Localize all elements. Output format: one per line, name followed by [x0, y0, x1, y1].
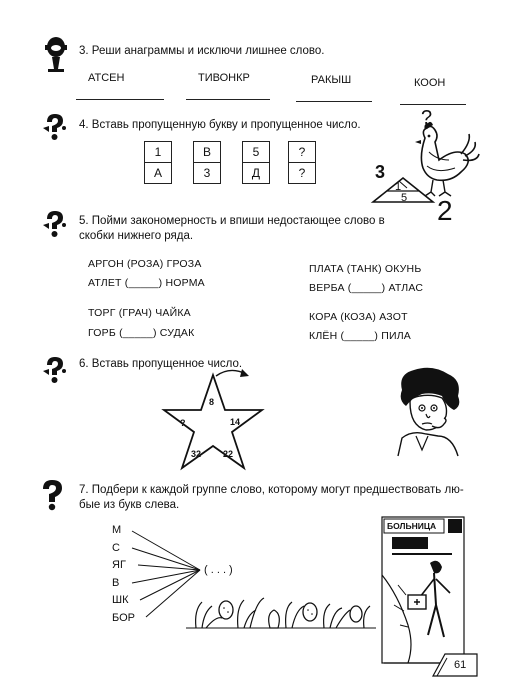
triangle-bottom-num: 5 [401, 192, 408, 204]
question-mark-icon [40, 112, 70, 147]
question-mark-icon [40, 355, 70, 390]
puzzle3-row1: ТОРГ (ГРАЧ) ЧАЙКА [88, 307, 191, 319]
question-mark-icon [40, 209, 70, 244]
puzzle4-row1: КОРА (КОЗА) АЗОТ [309, 311, 408, 323]
answer-placeholder[interactable]: ( . . . ) [204, 564, 233, 576]
rooster-question: ? [421, 108, 433, 129]
triangle-right-num: 2 [437, 195, 453, 226]
star-num-left: ? [180, 418, 186, 428]
task3-text: 3. Реши анаграммы и исключи лишнее слово. [79, 45, 325, 57]
pair2-top: В [193, 141, 221, 163]
anagram-word-4: КООН [414, 77, 446, 89]
task7-text-line2: бые из букв слева. [79, 499, 180, 511]
hospital-sign: БОЛЬНИЦА [387, 521, 437, 531]
puzzle1-row2[interactable]: АТЛЕТ (_____) НОРМА [88, 277, 205, 289]
puzzle2-row2[interactable]: ВЕРБА (_____) АТЛАС [309, 282, 424, 294]
letter-group-1: М [112, 524, 122, 536]
page-number: 61 [454, 659, 467, 671]
answer-line-1[interactable] [76, 99, 164, 100]
pair2-bottom: 3 [193, 162, 221, 184]
task4-text: 4. Вставь пропущенную букву и пропущенное число. [79, 119, 361, 131]
star-num-right: 14 [230, 417, 241, 427]
letter-group-2: С [112, 542, 120, 554]
letter-group-6: БОР [112, 612, 135, 624]
pair3-top: 5 [242, 141, 270, 163]
answer-line-2[interactable] [186, 99, 270, 100]
pair3-bottom: Д [242, 162, 270, 184]
answer-line-4[interactable] [400, 104, 466, 105]
plants-illustration [186, 580, 376, 635]
pair1-top: 1 [144, 141, 172, 163]
star-num-bottom-right: 22 [223, 449, 234, 459]
letter-group-3: ЯГ [112, 559, 126, 571]
task7-text-line1: 7. Подбери к каждой группе слово, которому могут предшествовать лю- [79, 484, 464, 496]
rooster-illustration [365, 108, 483, 231]
lighthouse-icon [42, 36, 70, 79]
task5-text-line1: 5. Пойми закономерность и впиши недостающее слово в [79, 215, 385, 227]
pair4-top[interactable]: ? [288, 141, 316, 163]
curved-arrow-icon [214, 364, 254, 391]
answer-line-3[interactable] [296, 101, 372, 102]
puzzle4-row2[interactable]: КЛЁН (_____) ПИЛА [309, 330, 412, 342]
pair4-bottom[interactable]: ? [288, 162, 316, 184]
letter-group-4: В [112, 577, 120, 589]
triangle-left-num: 3 [375, 162, 386, 182]
triangle-top-num: 1 [395, 181, 402, 193]
star-num-bottom-left: 32 [191, 449, 202, 459]
puzzle2-row1: ПЛАТА (ТАНК) ОКУНЬ [309, 263, 422, 275]
puzzle1-row1: АРГОН (РОЗА) ГРОЗА [88, 258, 202, 270]
pair1-bottom: А [144, 162, 172, 184]
hospital-scene-illustration [378, 515, 470, 670]
thinking-person-illustration [392, 366, 470, 463]
letter-group-5: ШК [112, 594, 129, 606]
question-mark-icon [38, 478, 66, 517]
anagram-word-1: АТСЕН [88, 72, 125, 84]
anagram-word-3: РАКЫШ [311, 74, 352, 86]
anagram-word-2: ТИВОНКР [198, 72, 250, 84]
star-num-top: 8 [209, 397, 215, 407]
task5-text-line2: скобки нижнего ряда. [79, 230, 194, 242]
puzzle3-row2[interactable]: ГОРБ (_____) СУДАК [88, 327, 195, 339]
task6-text: 6. Вставь пропущенное число. [79, 358, 243, 370]
